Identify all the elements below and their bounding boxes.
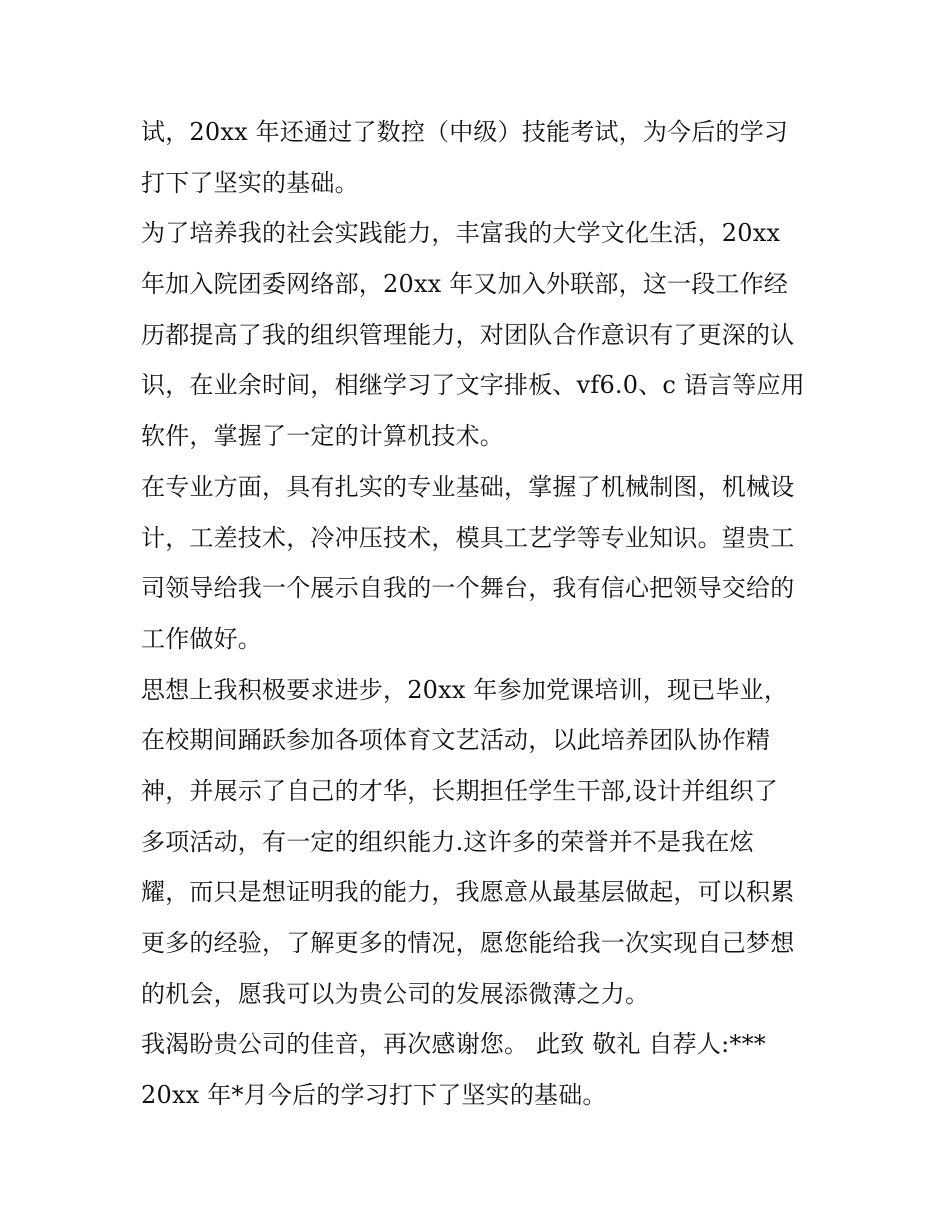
text-line: 工作做好。: [141, 624, 262, 653]
document-body: [141, 107, 821, 1121]
text-line: 年加入院团委网络部，20xx 年又加入外联部，这一段工作经: [141, 270, 789, 299]
text-line: 思想上我积极要求进步，20xx 年参加党课培训，现已毕业，: [141, 675, 789, 704]
text-line: 历都提高了我的组织管理能力，对团队合作意识有了更深的认: [141, 320, 795, 349]
text-line: 软件，掌握了一定的计算机技术。: [141, 422, 504, 451]
text-line: 多项活动，有一定的组织能力.这许多的荣誉并不是我在炫: [141, 827, 754, 856]
text-line: 更多的经验，了解更多的情况，愿您能给我一次实现自己梦想: [141, 929, 795, 957]
text-line: 的机会，愿我可以为贵公司的发展添微薄之力。: [141, 979, 650, 1008]
text-line: 为了培养我的社会实践能力，丰富我的大学文化生活，20xx: [141, 219, 781, 248]
text-line: 司领导给我一个展示自我的一个舞台，我有信心把领导交给的: [141, 574, 795, 603]
text-line: 计，工差技术，冷冲压技术，模具工艺学等专业知识。望贵工: [141, 523, 795, 552]
text-line: 在专业方面，具有扎实的专业基础，掌握了机械制图，机械设: [141, 472, 795, 501]
text-line: 识，在业余时间，相继学习了文字排板、vf6.0、c 语言等应用: [141, 371, 805, 400]
text-line: 在校期间踊跃参加各项体育文艺活动，以此培养团队协作精: [141, 726, 771, 755]
text-line: 20xx 年*月今后的学习打下了坚实的基础。: [141, 1081, 607, 1110]
text-line: 打下了坚实的基础。: [141, 168, 359, 197]
text-line: 耀，而只是想证明我的能力，我愿意从最基层做起，可以积累: [141, 878, 795, 907]
text-line: 我渴盼贵公司的佳音，再次感谢您。 此致 敬礼 自荐人:***: [141, 1030, 766, 1059]
text-line: 试，20xx 年还通过了数控（中级）技能考试，为今后的学习: [141, 118, 789, 146]
text-line: 神，并展示了自己的才华，长期担任学生干部,设计并组织了: [141, 776, 779, 805]
